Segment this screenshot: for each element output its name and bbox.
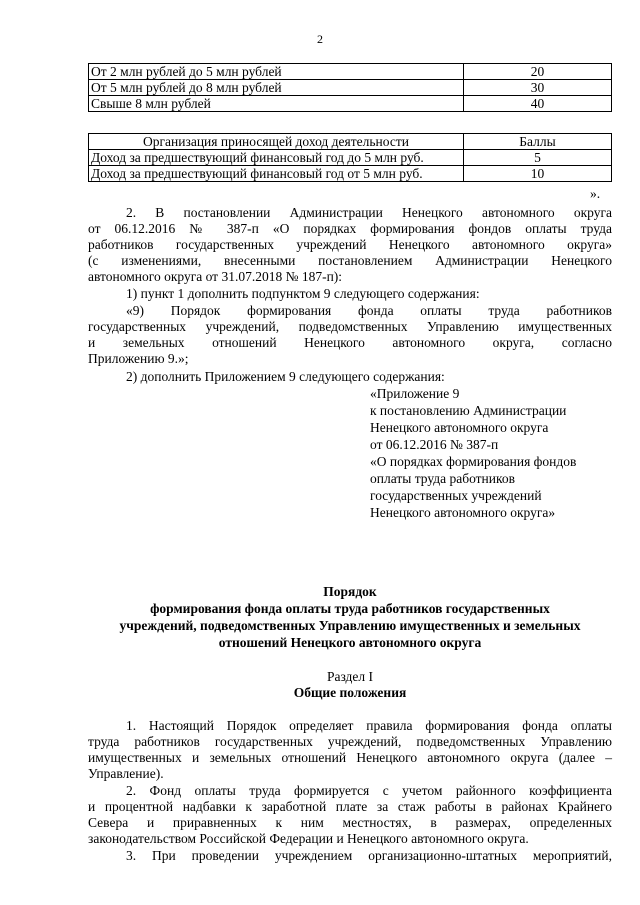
appendix-header-line: государственных учреждений [370, 488, 542, 503]
subitem-1: 1) пункт 1 дополнить подпунктом 9 следующего содержания: [126, 286, 480, 301]
appendix-header-line: к постановлению Администрации [370, 403, 567, 418]
paragraph-1-line: 1. Настоящий Порядок определяет правила формирования фонда оплаты [126, 718, 612, 733]
paragraph-2b-line: 2. Фонд оплаты труда формируется с учетом районного коэффициента [126, 783, 612, 798]
table-row [89, 96, 612, 112]
table-cell-label: Свыше 8 млн рублей [89, 96, 464, 112]
income-activity-table [88, 133, 612, 182]
paragraph-2-line: работников государственных учреждений Ненецкого автономного округа» [88, 237, 612, 252]
paragraph-2b-line: и процентной надбавки к заработной плате за стаж работы в районах Крайнего [88, 799, 612, 814]
paragraph-2-line: (с изменениями, внесенными постановлением Администрации Ненецкого [88, 253, 612, 268]
table-header-row [89, 134, 612, 150]
table-cell-value: 20 [464, 64, 612, 80]
table-cell-value: 30 [464, 80, 612, 96]
subitem-1-text-line: «9) Порядок формирования фонда оплаты труда работников [126, 303, 612, 318]
table-row [89, 150, 612, 166]
appendix-header-line: оплаты труда работников [370, 471, 515, 486]
table-header-cell: Организация приносящей доход деятельности [89, 134, 464, 150]
table-cell-value: 5 [464, 150, 612, 166]
table-row [89, 166, 612, 182]
table-row [89, 64, 612, 80]
document-title-line: учреждений, подведомственных Управлению имущественных и земельных [119, 618, 581, 633]
subitem-1-text-line: и земельных отношений Ненецкого автономного округа, согласно [88, 335, 612, 350]
subitem-2: 2) дополнить Приложением 9 следующего содержания: [126, 369, 445, 384]
paragraph-1-line: Управление). [88, 766, 164, 781]
subitem-1-text-line: Приложению 9.»; [88, 351, 189, 366]
table-cell-label: От 5 млн рублей до 8 млн рублей [89, 80, 464, 96]
table-cell-label: Доход за предшествующий финансовый год от 5 млн руб. [89, 166, 464, 182]
table-cell-value: 40 [464, 96, 612, 112]
revenue-table [88, 63, 612, 112]
document-title: Порядок [323, 584, 377, 599]
appendix-header-line: «О порядках формирования фондов [370, 454, 577, 469]
subitem-1-text-line: государственных учреждений, подведомственных Управлению имущественных [88, 319, 612, 334]
paragraph-3-line: 3. При проведении учреждением организационно-штатных мероприятий, [126, 848, 612, 863]
paragraph-2-line: 2. В постановлении Администрации Ненецкого автономного округа [126, 205, 612, 220]
section-number: Раздел I [326, 669, 374, 684]
table-cell-label: Доход за предшествующий финансовый год до 5 млн руб. [89, 150, 464, 166]
appendix-header-line: Ненецкого автономного округа [370, 420, 549, 435]
section-title: Общие положения [293, 685, 407, 700]
paragraph-2-line: от 06.12.2016 № 387-п «О порядках формирования фондов оплаты труда [88, 221, 612, 236]
appendix-header-line: Ненецкого автономного округа» [370, 505, 556, 520]
document-title-line: отношений Ненецкого автономного округа [218, 635, 482, 650]
table-cell-label: От 2 млн рублей до 5 млн рублей [89, 64, 464, 80]
paragraph-2-line: автономного округа от 31.07.2018 № 187-п): [88, 269, 343, 284]
appendix-header-line: «Приложение 9 [370, 386, 460, 401]
table-cell-value: 10 [464, 166, 612, 182]
appendix-header-line: от 06.12.2016 № 387-п [370, 437, 499, 452]
document-title-line: формирования фонда оплаты труда работников государственных [150, 601, 550, 616]
paragraph-2b-line: законодательством Российской Федерации и Ненецкого автономного округа. [88, 831, 529, 846]
page-number: 2 [317, 32, 323, 46]
paragraph-1-line: труда работников государственных учреждений, подведомственных Управлению [88, 734, 612, 749]
table-header-cell: Баллы [464, 134, 612, 150]
table-row [89, 80, 612, 96]
paragraph-1-line: имущественных и земельных отношений Ненецкого автономного округа (далее – [88, 750, 612, 765]
paragraph-2b-line: Севера и приравненных к ним местностях, в размерах, определенных [88, 815, 612, 830]
closing-quote: ». [590, 186, 601, 201]
